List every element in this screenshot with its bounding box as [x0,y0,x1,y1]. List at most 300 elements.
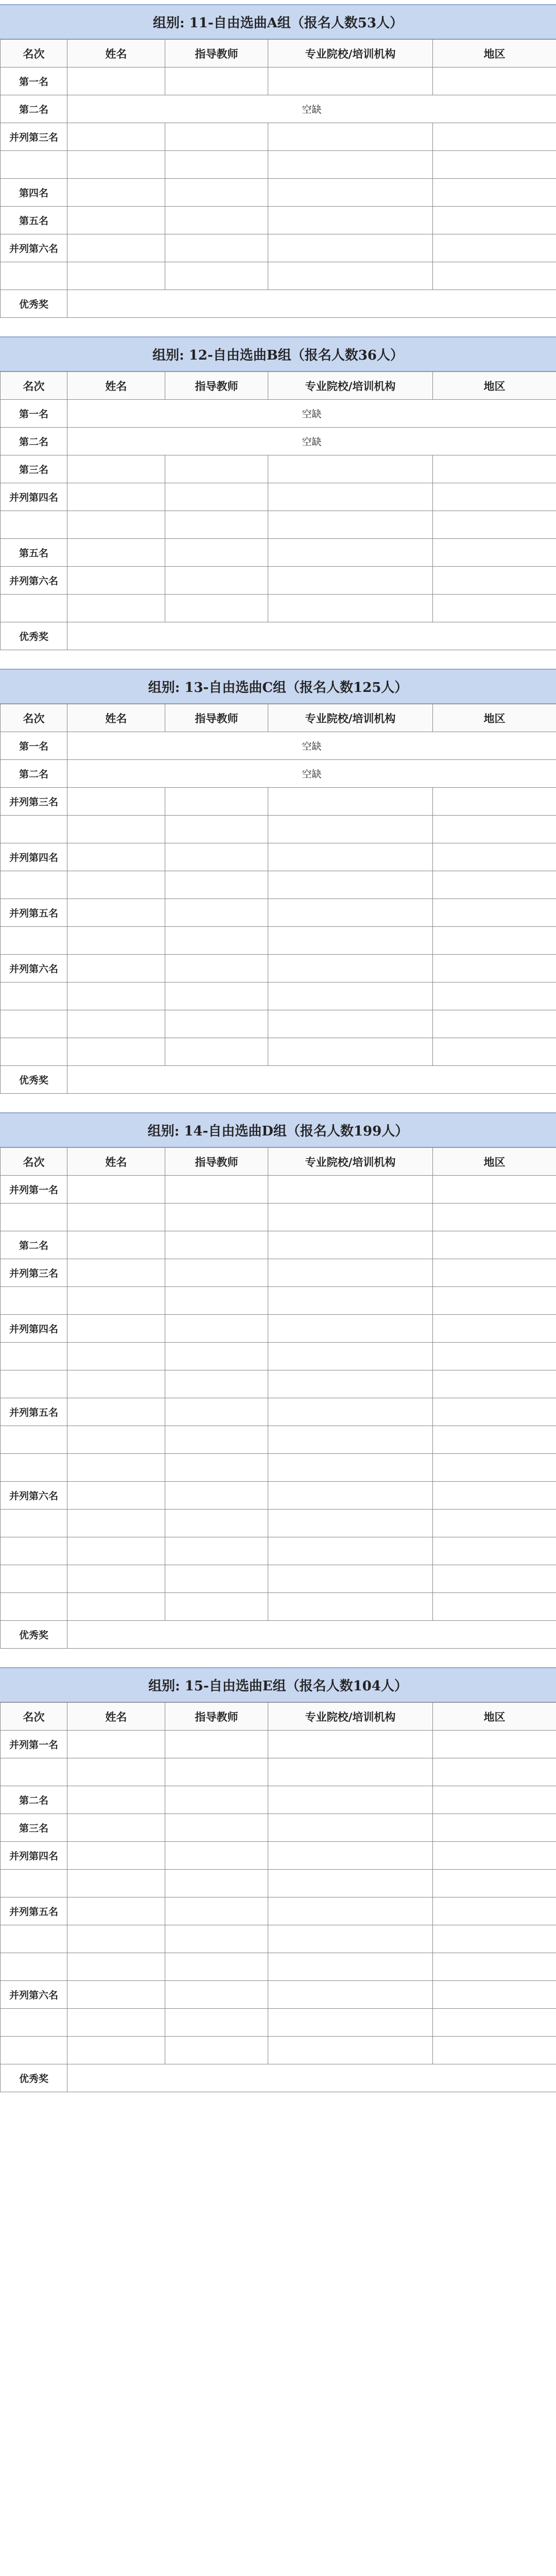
institution-cell [268,1537,433,1565]
rank-cell [1,595,67,622]
column-header-name: 姓名 [67,1148,165,1176]
rank-cell [1,262,67,290]
teacher-cell [165,1731,268,1758]
rank-cell [1,1287,67,1315]
table-row [1,234,556,262]
name-cell [67,1038,165,1066]
institution-cell [268,1981,433,2009]
name-cell [67,1176,165,1204]
rank-cell: 第五名 [1,539,67,567]
region-cell [433,1426,556,1454]
institution-cell [268,483,433,511]
excellent-label: 优秀奖 [1,622,67,650]
institution-cell [268,2009,433,2037]
teacher-cell [165,1038,268,1066]
institution-cell [268,871,433,899]
rank-cell: 第一名 [1,732,67,760]
table-row [1,400,556,428]
institution-cell [268,1176,433,1204]
column-header-teacher: 指导教师 [165,1703,268,1731]
teacher-cell [165,1925,268,1953]
institution-cell [268,1370,433,1398]
teacher-cell [165,1482,268,1510]
institution-cell [268,234,433,262]
teacher-cell [165,262,268,290]
column-header-teacher: 指导教师 [165,1148,268,1176]
table-row [1,1925,556,1953]
result-group [0,336,556,650]
teacher-cell [165,1287,268,1315]
result-group [0,4,556,318]
name-cell [67,1343,165,1370]
column-header-region: 地区 [433,40,556,67]
teacher-cell [165,207,268,234]
teacher-cell [165,1426,268,1454]
name-cell [67,539,165,567]
table-row [1,595,556,622]
rank-cell: 并列第四名 [1,843,67,871]
institution-cell [268,595,433,622]
rank-cell [1,871,67,899]
column-header-rank: 名次 [1,372,67,400]
teacher-cell [165,1315,268,1343]
institution-cell [268,1482,433,1510]
teacher-cell [165,567,268,595]
region-cell [433,1010,556,1038]
institution-cell [268,1204,433,1231]
institution-cell [268,179,433,207]
excellent-label: 优秀奖 [1,1621,67,1649]
table-row [1,539,556,567]
institution-cell [268,1343,433,1370]
institution-cell [268,2037,433,2064]
region-cell [433,1343,556,1370]
name-cell [67,1537,165,1565]
excellent-row [1,1066,556,1094]
table-row [1,1259,556,1287]
group-title: 组别: 12-自由选曲B组（报名人数36人） [0,336,556,371]
institution-cell [268,1010,433,1038]
rank-cell: 并列第六名 [1,1981,67,2009]
table-row [1,207,556,234]
column-header-teacher: 指导教师 [165,372,268,400]
result-group [0,1112,556,1649]
name-cell [67,151,165,179]
rank-cell: 并列第五名 [1,899,67,927]
group-title: 组别: 15-自由选曲E组（报名人数104人） [0,1667,556,1702]
institution-cell [268,816,433,843]
region-cell [433,788,556,816]
group-title: 组别: 11-自由选曲A组（报名人数53人） [0,4,556,39]
table-row [1,1510,556,1537]
table-row [1,1565,556,1593]
excellent-label: 优秀奖 [1,2064,67,2092]
column-header-region: 地区 [433,1703,556,1731]
table-row [1,1842,556,1870]
name-cell [67,1897,165,1925]
table-row [1,1786,556,1814]
results-table [0,371,556,650]
teacher-cell [165,843,268,871]
teacher-cell [165,1953,268,1981]
teacher-cell [165,1593,268,1621]
rank-cell: 并列第四名 [1,1315,67,1343]
results-table [0,39,556,318]
column-header-region: 地区 [433,372,556,400]
institution-cell [268,927,433,955]
teacher-cell [165,1842,268,1870]
table-row [1,899,556,927]
name-cell [67,1870,165,1897]
name-cell [67,1731,165,1758]
teacher-cell [165,816,268,843]
region-cell [433,1259,556,1287]
name-cell [67,1426,165,1454]
rank-cell [1,1565,67,1593]
teacher-cell [165,1981,268,2009]
name-cell [67,1482,165,1510]
group-title: 组别: 14-自由选曲D组（报名人数199人） [0,1112,556,1147]
rank-cell [1,1010,67,1038]
rank-cell [1,511,67,539]
region-cell [433,1953,556,1981]
institution-cell [268,1426,433,1454]
name-cell [67,955,165,982]
teacher-cell [165,539,268,567]
teacher-cell [165,899,268,927]
excellent-row [1,1621,556,1649]
table-row [1,1454,556,1482]
name-cell [67,1593,165,1621]
region-cell [433,955,556,982]
teacher-cell [165,1176,268,1204]
institution-cell [268,1758,433,1786]
institution-cell [268,843,433,871]
institution-cell [268,1510,433,1537]
institution-cell [268,123,433,151]
rank-cell [1,1454,67,1482]
excellent-row [1,2064,556,2092]
column-header-institution: 专业院校/培训机构 [268,1703,433,1731]
institution-cell [268,151,433,179]
teacher-cell [165,123,268,151]
rank-cell: 并列第六名 [1,1482,67,1510]
rank-cell: 第一名 [1,400,67,428]
region-cell [433,123,556,151]
rank-cell [1,982,67,1010]
region-cell [433,1510,556,1537]
region-cell [433,843,556,871]
region-cell [433,1454,556,1482]
name-cell [67,899,165,927]
table-row [1,1426,556,1454]
name-cell [67,1315,165,1343]
region-cell [433,234,556,262]
teacher-cell [165,1370,268,1398]
rank-cell: 并列第三名 [1,123,67,151]
table-row [1,1315,556,1343]
institution-cell [268,1398,433,1426]
table-row [1,262,556,290]
name-cell [67,1565,165,1593]
table-row [1,123,556,151]
region-cell [433,1482,556,1510]
table-row [1,871,556,899]
column-header-region: 地区 [433,1148,556,1176]
region-cell [433,1786,556,1814]
table-row [1,1343,556,1370]
rank-cell [1,1204,67,1231]
header-row [1,1148,556,1176]
teacher-cell [165,151,268,179]
rank-cell: 第二名 [1,428,67,455]
region-cell [433,1287,556,1315]
table-row [1,982,556,1010]
institution-cell [268,511,433,539]
teacher-cell [165,595,268,622]
institution-cell [268,1814,433,1842]
vacant-cell: 空缺 [67,95,556,123]
name-cell [67,1370,165,1398]
rank-cell: 并列第六名 [1,567,67,595]
table-row [1,1482,556,1510]
column-header-name: 姓名 [67,1703,165,1731]
teacher-cell [165,1786,268,1814]
name-cell [67,843,165,871]
institution-cell [268,1454,433,1482]
table-row [1,816,556,843]
rank-cell [1,1426,67,1454]
region-cell [433,67,556,95]
region-cell [433,1231,556,1259]
rank-cell [1,816,67,843]
rank-cell [1,1537,67,1565]
table-row [1,843,556,871]
rank-cell [1,2037,67,2064]
table-row [1,2009,556,2037]
column-header-rank: 名次 [1,1703,67,1731]
vacant-cell: 空缺 [67,400,556,428]
excellent-list [67,622,556,650]
teacher-cell [165,1454,268,1482]
rank-cell: 并列第五名 [1,1897,67,1925]
institution-cell [268,1593,433,1621]
table-row [1,567,556,595]
teacher-cell [165,1758,268,1786]
table-row [1,1231,556,1259]
column-header-institution: 专业院校/培训机构 [268,1148,433,1176]
table-row [1,927,556,955]
rank-cell [1,1370,67,1398]
name-cell [67,871,165,899]
rank-cell [1,1953,67,1981]
teacher-cell [165,1814,268,1842]
results-table [0,1702,556,2092]
rank-cell: 第一名 [1,67,67,95]
institution-cell [268,1565,433,1593]
teacher-cell [165,511,268,539]
institution-cell [268,567,433,595]
region-cell [433,1565,556,1593]
teacher-cell [165,1565,268,1593]
rank-cell [1,151,67,179]
column-header-rank: 名次 [1,704,67,732]
excellent-label: 优秀奖 [1,290,67,318]
region-cell [433,1315,556,1343]
teacher-cell [165,1343,268,1370]
table-row [1,455,556,483]
region-cell [433,1593,556,1621]
institution-cell [268,788,433,816]
name-cell [67,816,165,843]
rank-cell: 并列第三名 [1,1259,67,1287]
region-cell [433,2009,556,2037]
teacher-cell [165,1010,268,1038]
institution-cell [268,1259,433,1287]
rank-cell: 第二名 [1,760,67,788]
excellent-list [67,1066,556,1094]
rank-cell: 并列第五名 [1,1398,67,1426]
column-header-name: 姓名 [67,40,165,67]
name-cell [67,1842,165,1870]
region-cell [433,2037,556,2064]
teacher-cell [165,2009,268,2037]
region-cell [433,899,556,927]
institution-cell [268,455,433,483]
institution-cell [268,955,433,982]
table-row [1,955,556,982]
institution-cell [268,1315,433,1343]
region-cell [433,1925,556,1953]
region-cell [433,1981,556,2009]
teacher-cell [165,1537,268,1565]
table-row [1,67,556,95]
name-cell [67,1259,165,1287]
table-row [1,179,556,207]
table-row [1,1593,556,1621]
rank-cell [1,927,67,955]
table-row [1,1731,556,1758]
result-group [0,1667,556,2092]
excellent-row [1,290,556,318]
name-cell [67,1758,165,1786]
rank-cell: 第二名 [1,1231,67,1259]
column-header-rank: 名次 [1,40,67,67]
name-cell [67,1204,165,1231]
column-header-rank: 名次 [1,1148,67,1176]
column-header-name: 姓名 [67,704,165,732]
name-cell [67,1953,165,1981]
results-table [0,704,556,1094]
region-cell [433,1370,556,1398]
institution-cell [268,539,433,567]
institution-cell [268,1897,433,1925]
table-row [1,1204,556,1231]
header-row [1,372,556,400]
rank-cell: 并列第一名 [1,1176,67,1204]
name-cell [67,982,165,1010]
region-cell [433,1897,556,1925]
teacher-cell [165,1870,268,1897]
institution-cell [268,899,433,927]
column-header-region: 地区 [433,704,556,732]
region-cell [433,1204,556,1231]
institution-cell [268,1731,433,1758]
rank-cell [1,1038,67,1066]
teacher-cell [165,955,268,982]
institution-cell [268,1038,433,1066]
teacher-cell [165,982,268,1010]
rank-cell: 第三名 [1,1814,67,1842]
rank-cell: 并列第一名 [1,1731,67,1758]
rank-cell [1,1758,67,1786]
header-row [1,1703,556,1731]
rank-cell [1,1343,67,1370]
institution-cell [268,1953,433,1981]
name-cell [67,1510,165,1537]
rank-cell [1,2009,67,2037]
region-cell [433,871,556,899]
table-row [1,1758,556,1786]
table-row [1,788,556,816]
excellent-label: 优秀奖 [1,1066,67,1094]
region-cell [433,455,556,483]
region-cell [433,1758,556,1786]
rank-cell: 并列第六名 [1,234,67,262]
rank-cell: 第五名 [1,207,67,234]
table-row [1,2037,556,2064]
region-cell [433,539,556,567]
region-cell [433,595,556,622]
teacher-cell [165,1398,268,1426]
teacher-cell [165,1510,268,1537]
teacher-cell [165,1897,268,1925]
group-title: 组别: 13-自由选曲C组（报名人数125人） [0,669,556,704]
table-row [1,511,556,539]
table-row [1,760,556,788]
header-row [1,40,556,67]
name-cell [67,1981,165,2009]
rank-cell: 第二名 [1,1786,67,1814]
region-cell [433,567,556,595]
institution-cell [268,207,433,234]
region-cell [433,511,556,539]
region-cell [433,1814,556,1842]
teacher-cell [165,1204,268,1231]
vacant-cell: 空缺 [67,428,556,455]
name-cell [67,67,165,95]
name-cell [67,2009,165,2037]
institution-cell [268,67,433,95]
teacher-cell [165,788,268,816]
region-cell [433,1398,556,1426]
teacher-cell [165,455,268,483]
institution-cell [268,1786,433,1814]
name-cell [67,1231,165,1259]
table-row [1,1897,556,1925]
name-cell [67,1786,165,1814]
table-row [1,732,556,760]
table-row [1,1537,556,1565]
teacher-cell [165,871,268,899]
rank-cell [1,1870,67,1897]
name-cell [67,179,165,207]
teacher-cell [165,927,268,955]
rank-cell: 并列第三名 [1,788,67,816]
name-cell [67,511,165,539]
header-row [1,704,556,732]
excellent-list [67,2064,556,2092]
